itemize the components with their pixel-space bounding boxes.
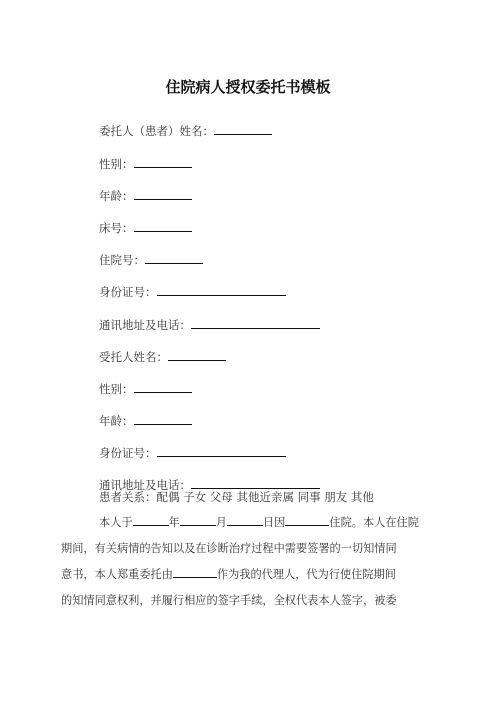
document-title: 住院病人授权委托书模板 — [165, 78, 331, 96]
field-label: 受托人姓名： — [99, 350, 168, 364]
paragraph-text: 月 — [215, 516, 227, 529]
field-agent-age — [99, 412, 192, 429]
fill-blank[interactable] — [214, 122, 272, 135]
field-relationship — [99, 489, 374, 505]
paragraph-text: 日因 — [262, 516, 286, 529]
fill-blank[interactable] — [134, 412, 192, 425]
authorization-paragraph — [61, 510, 429, 614]
field-admission-number — [99, 251, 203, 268]
fill-blank[interactable] — [134, 380, 192, 393]
fill-blank-reason[interactable] — [285, 513, 329, 526]
field-label: 身份证号： — [99, 285, 157, 299]
field-client-id-number — [99, 283, 286, 300]
paragraph-text: 意书，本人郑重委托由 — [61, 568, 173, 581]
field-client-address-phone — [99, 316, 320, 333]
paragraph-line-4: 的知情同意权利，并履行相应的签字手续，全权代表本人签字，被委 — [61, 594, 397, 607]
field-label: 住院号： — [99, 253, 145, 267]
fill-blank-year[interactable] — [133, 513, 169, 526]
fill-blank-month[interactable] — [180, 513, 216, 526]
field-label: 委托人（患者）姓名： — [99, 124, 214, 138]
fill-blank[interactable] — [157, 283, 286, 296]
paragraph-text: 本人于 — [99, 516, 133, 529]
paragraph-line-2: 期间，有关病情的告知以及在诊断治疗过程中需要签署的一切知情同 — [61, 542, 397, 555]
fill-blank[interactable] — [191, 316, 320, 329]
paragraph-text: 年 — [168, 516, 180, 529]
fill-blank-agent[interactable] — [173, 565, 217, 578]
paragraph-text: 住院。本人在住院 — [329, 516, 419, 529]
fill-blank[interactable] — [168, 348, 226, 361]
field-label: 性别： — [99, 382, 134, 396]
fill-blank[interactable] — [157, 444, 286, 457]
field-client-gender — [99, 155, 192, 172]
field-label: 通讯地址及电话： — [99, 478, 191, 492]
field-agent-name — [99, 348, 226, 365]
field-label: 通讯地址及电话： — [99, 318, 191, 332]
relationship-text: 患者关系：配偶 子女 父母 其他近亲属 同事 朋友 其他 — [99, 490, 374, 504]
field-label: 年龄： — [99, 414, 134, 428]
field-agent-gender — [99, 380, 192, 397]
paragraph-line-3 — [61, 562, 429, 588]
field-label: 性别： — [99, 157, 134, 171]
field-client-age — [99, 187, 192, 204]
fill-blank[interactable] — [134, 155, 192, 168]
field-bed-number — [99, 219, 192, 236]
field-label: 床号： — [99, 221, 134, 235]
field-label: 年龄： — [99, 189, 134, 203]
paragraph-line-1 — [99, 510, 429, 536]
fill-blank-day[interactable] — [227, 513, 263, 526]
fill-blank[interactable] — [134, 219, 192, 232]
fill-blank[interactable] — [145, 251, 203, 264]
field-agent-id-number — [99, 444, 286, 461]
field-label: 身份证号： — [99, 446, 157, 460]
paragraph-text: 作为我的代理人，代为行使住院期间 — [216, 568, 396, 581]
field-client-name — [99, 122, 272, 139]
fill-blank[interactable] — [134, 187, 192, 200]
fill-blank[interactable] — [191, 476, 320, 489]
